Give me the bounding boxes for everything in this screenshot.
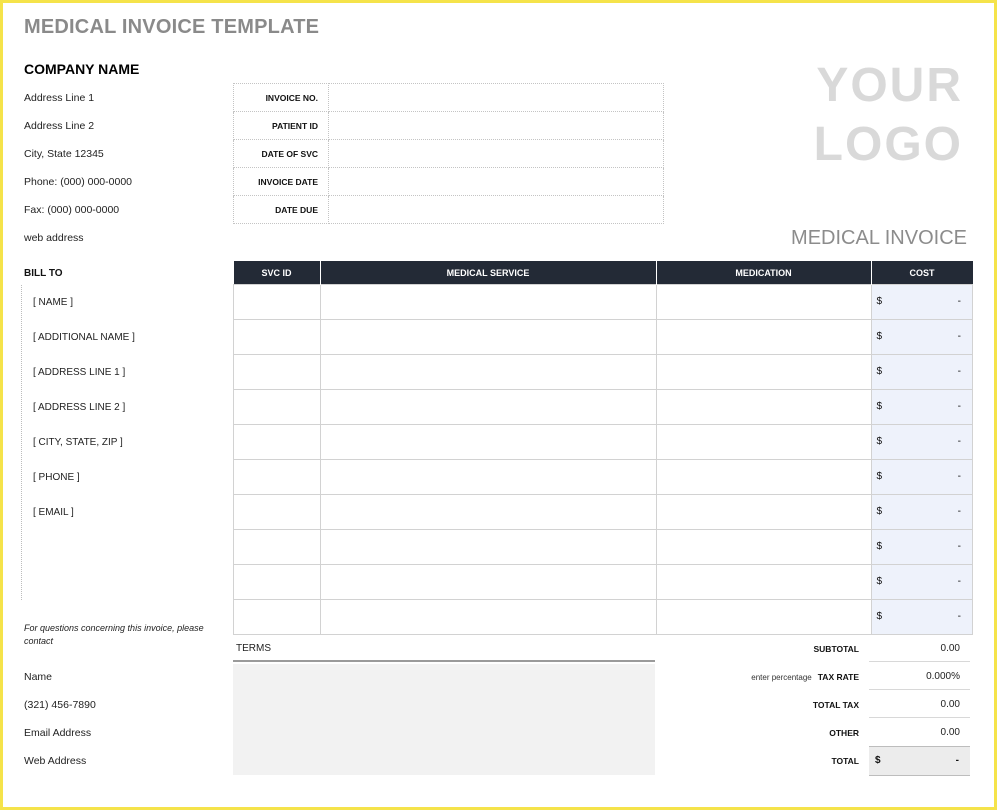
cost-cell[interactable] <box>871 530 973 565</box>
cost-cell[interactable] <box>871 565 973 600</box>
bill-to-address-line-2[interactable]: [ ADDRESS LINE 2 ] <box>33 402 126 413</box>
medical-service-cell[interactable] <box>320 285 656 320</box>
subtotal-value: 0.00 <box>940 643 960 654</box>
tax-rate-hint: enter percentage <box>751 673 812 682</box>
tax-rate-underline <box>869 689 970 690</box>
medical-service-cell[interactable] <box>320 530 656 565</box>
svc-id-cell[interactable] <box>234 285 321 320</box>
table-row <box>234 530 973 565</box>
cost-value: - <box>957 471 961 482</box>
company-address-line-1: Address Line 1 <box>24 92 95 104</box>
medication-cell[interactable] <box>656 390 871 425</box>
contact-email: Email Address <box>24 727 92 739</box>
contact-phone: (321) 456-7890 <box>24 699 96 711</box>
total-value: - <box>955 755 959 766</box>
services-table-body <box>234 285 973 635</box>
info-label: PATIENT ID <box>234 112 329 140</box>
cost-value: - <box>957 401 961 412</box>
medical-service-cell[interactable] <box>320 565 656 600</box>
contact-web-address: Web Address <box>24 755 87 767</box>
medical-service-cell[interactable] <box>320 355 656 390</box>
bill-to-email[interactable]: [ EMAIL ] <box>33 507 74 518</box>
table-row <box>234 565 973 600</box>
info-label: DATE DUE <box>234 196 329 224</box>
medication-cell[interactable] <box>656 495 871 530</box>
table-row <box>234 600 973 635</box>
document-title: MEDICAL INVOICE TEMPLATE <box>24 16 320 38</box>
svc-id-cell[interactable] <box>234 355 321 390</box>
terms-label: TERMS <box>236 643 271 654</box>
bill-to-phone[interactable]: [ PHONE ] <box>33 472 80 483</box>
column-header-medical-service: MEDICAL SERVICE <box>320 261 656 285</box>
medication-cell[interactable] <box>656 600 871 635</box>
questions-note: For questions concerning this invoice, please contact <box>24 623 204 646</box>
cost-value: - <box>957 331 961 342</box>
bill-to-name[interactable]: [ NAME ] <box>33 297 74 308</box>
other-input[interactable]: 0.00 <box>940 727 960 738</box>
medical-service-cell[interactable] <box>320 600 656 635</box>
invoice-info-table <box>233 83 664 224</box>
svc-id-cell[interactable] <box>234 600 321 635</box>
medical-service-cell[interactable] <box>320 495 656 530</box>
table-row <box>234 320 973 355</box>
info-row <box>234 112 664 140</box>
bill-to-city-state-zip[interactable]: [ CITY, STATE, ZIP ] <box>33 437 123 448</box>
terms-divider <box>233 660 655 662</box>
bill-to-divider <box>21 285 22 600</box>
cost-currency: $ <box>876 541 883 552</box>
company-address-line-2: Address Line 2 <box>24 120 95 132</box>
cost-cell[interactable] <box>871 600 973 635</box>
cost-value: - <box>957 296 961 307</box>
cost-cell[interactable] <box>871 320 973 355</box>
other-label: OTHER <box>829 728 859 738</box>
total-tax-label: TOTAL TAX <box>812 700 859 710</box>
cost-value: - <box>957 576 961 587</box>
invoice-heading: MEDICAL INVOICE <box>791 227 967 249</box>
column-header-cost: COST <box>871 261 973 285</box>
invoice-date-field[interactable] <box>329 168 664 196</box>
subtotal-underline <box>869 661 970 662</box>
cost-value: - <box>957 541 961 552</box>
column-header-medication: MEDICATION <box>656 261 871 285</box>
table-row <box>234 390 973 425</box>
invoice-number-field[interactable] <box>329 84 664 112</box>
cost-cell[interactable] <box>871 355 973 390</box>
column-header-svc-id: SVC ID <box>234 261 321 285</box>
date-due-field[interactable] <box>329 196 664 224</box>
bill-to-address-line-1[interactable]: [ ADDRESS LINE 1 ] <box>33 367 126 378</box>
table-row <box>234 460 973 495</box>
svc-id-cell[interactable] <box>234 565 321 600</box>
cost-cell[interactable] <box>871 285 973 320</box>
cost-currency: $ <box>876 366 883 377</box>
cost-cell[interactable] <box>871 390 973 425</box>
cost-value: - <box>957 436 961 447</box>
cost-currency: $ <box>876 436 883 447</box>
cost-currency: $ <box>876 506 883 517</box>
table-row <box>234 285 973 320</box>
tax-rate-input[interactable]: 0.000% <box>926 671 960 682</box>
cost-currency: $ <box>876 471 883 482</box>
cost-value: - <box>957 366 961 377</box>
services-table <box>233 261 973 635</box>
medical-service-cell[interactable] <box>320 320 656 355</box>
medical-service-cell[interactable] <box>320 390 656 425</box>
cost-currency: $ <box>876 576 883 587</box>
cost-currency: $ <box>876 296 883 307</box>
logo-text-line-1: YOUR <box>816 59 963 112</box>
info-row <box>234 168 664 196</box>
cost-cell[interactable] <box>871 495 973 530</box>
medication-cell[interactable] <box>656 460 871 495</box>
cost-cell[interactable] <box>871 460 973 495</box>
medication-cell[interactable] <box>656 530 871 565</box>
total-value-box <box>869 746 970 776</box>
info-row <box>234 140 664 168</box>
svc-id-cell[interactable] <box>234 320 321 355</box>
company-fax: Fax: (000) 000-0000 <box>24 204 120 216</box>
info-label: DATE OF SVC <box>234 140 329 168</box>
svc-id-cell[interactable] <box>234 530 321 565</box>
cost-currency: $ <box>876 611 883 622</box>
svc-id-cell[interactable] <box>234 390 321 425</box>
info-row <box>234 196 664 224</box>
info-label: INVOICE NO. <box>234 84 329 112</box>
total-tax-underline <box>869 717 970 718</box>
medical-service-cell[interactable] <box>320 460 656 495</box>
company-web-address: web address <box>24 232 84 244</box>
medical-service-cell[interactable] <box>320 425 656 460</box>
bill-to-additional-name[interactable]: [ ADDITIONAL NAME ] <box>33 332 135 343</box>
logo-text-line-2: LOGO <box>813 118 963 171</box>
total-currency: $ <box>875 755 881 766</box>
tax-rate-row-label <box>751 672 859 682</box>
company-name: COMPANY NAME <box>24 61 140 77</box>
table-row <box>234 425 973 460</box>
tax-rate-label: TAX RATE <box>817 672 859 682</box>
bill-to-label: BILL TO <box>24 268 63 279</box>
medication-cell[interactable] <box>656 285 871 320</box>
table-row <box>234 495 973 530</box>
svc-id-cell[interactable] <box>234 425 321 460</box>
svc-id-cell[interactable] <box>234 495 321 530</box>
cost-cell[interactable] <box>871 425 973 460</box>
contact-name: Name <box>24 671 53 683</box>
total-label: TOTAL <box>831 756 859 766</box>
cost-value: - <box>957 611 961 622</box>
info-label: INVOICE DATE <box>234 168 329 196</box>
subtotal-label: SUBTOTAL <box>813 644 859 654</box>
medication-cell[interactable] <box>656 425 871 460</box>
medication-cell[interactable] <box>656 320 871 355</box>
date-of-service-field[interactable] <box>329 140 664 168</box>
table-row <box>234 355 973 390</box>
company-city-state: City, State 12345 <box>24 148 104 160</box>
cost-value: - <box>957 506 961 517</box>
total-tax-value: 0.00 <box>940 699 960 710</box>
company-phone: Phone: (000) 000-0000 <box>24 176 132 188</box>
cost-currency: $ <box>876 401 883 412</box>
cost-currency: $ <box>876 331 883 342</box>
medication-cell[interactable] <box>656 355 871 390</box>
terms-textarea[interactable] <box>233 664 655 775</box>
medication-cell[interactable] <box>656 565 871 600</box>
patient-id-field[interactable] <box>329 112 664 140</box>
info-row <box>234 84 664 112</box>
svc-id-cell[interactable] <box>234 460 321 495</box>
services-header-row <box>234 261 973 285</box>
